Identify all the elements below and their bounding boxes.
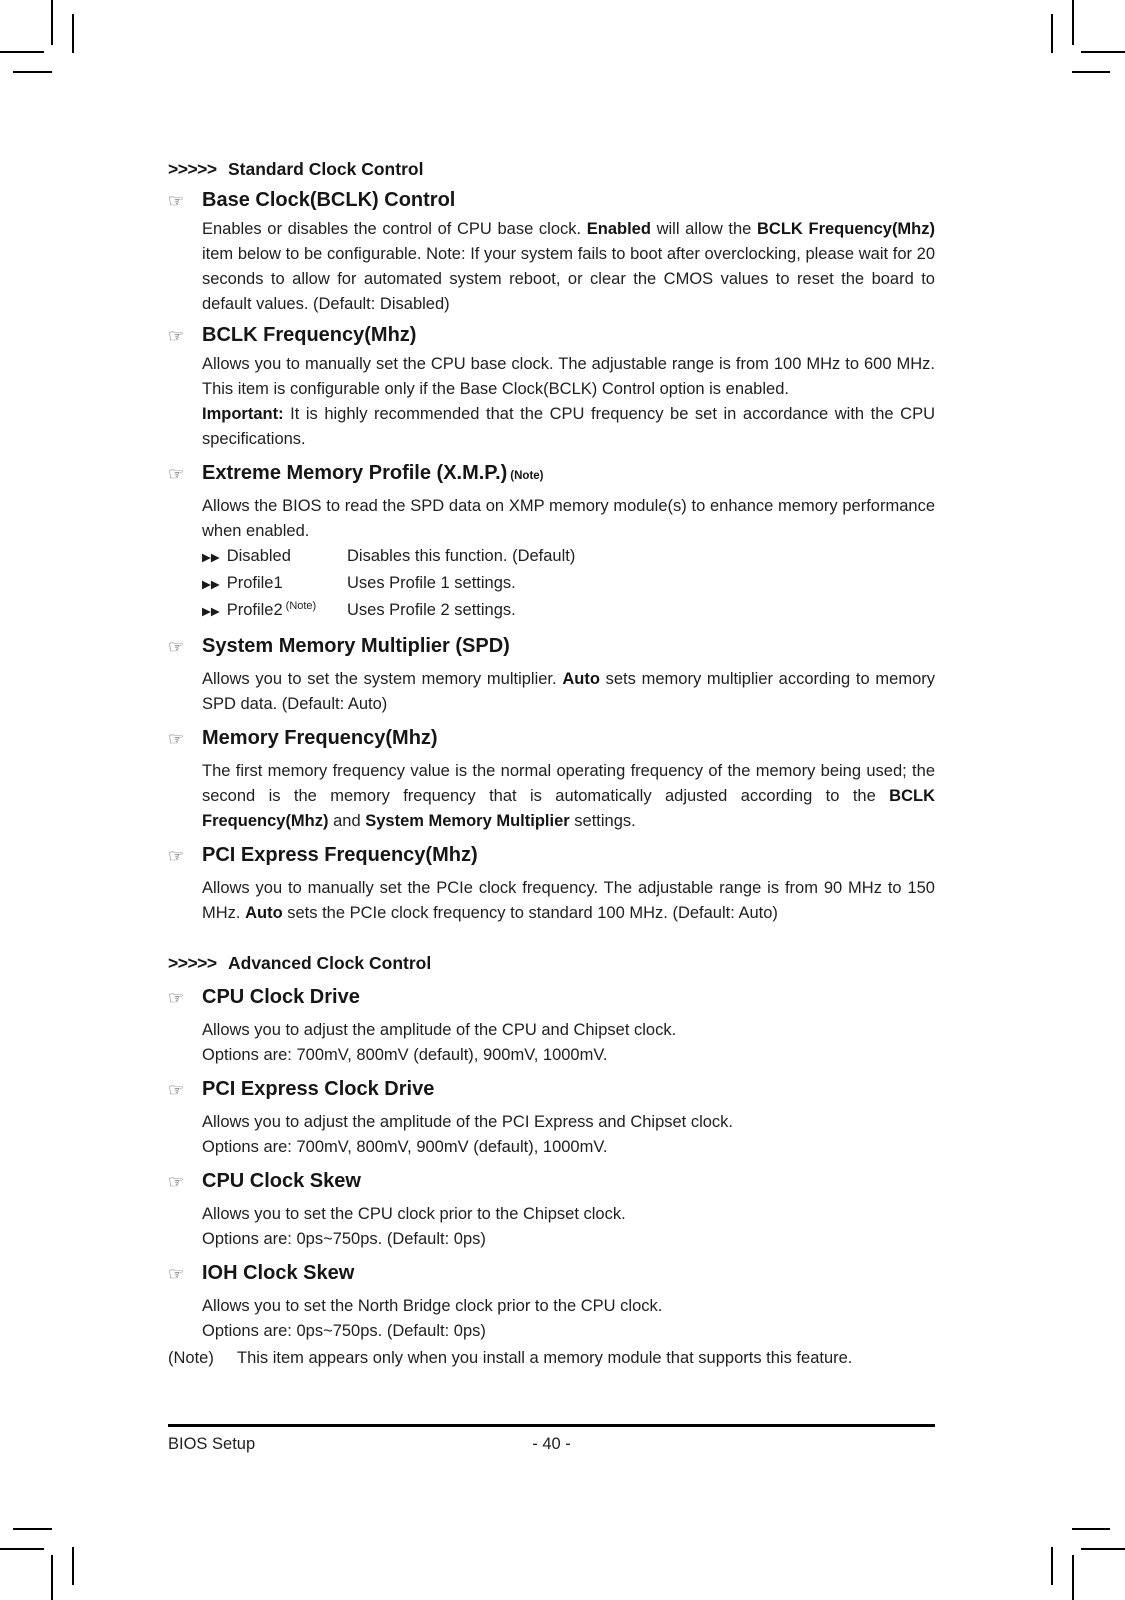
bold-text: BCLK Frequency(Mhz) <box>757 220 936 238</box>
pointing-hand-icon: ☞ <box>168 636 185 657</box>
item-description <box>202 352 935 402</box>
bold-text: Auto <box>245 904 283 922</box>
item-body <box>202 217 935 317</box>
text-run: Allows you to set the North Bridge clock prior to the CPU clock. <box>202 1297 663 1315</box>
text-run: sets memory multiplier according to memory SPD data. (Default: Auto) <box>202 670 936 713</box>
item-description <box>202 667 935 717</box>
item-description <box>202 1227 935 1252</box>
item-body <box>202 352 935 452</box>
bold-text: BCLK Frequency(Mhz) <box>202 787 935 830</box>
item-body <box>202 1202 935 1252</box>
crop-mark <box>1072 0 1074 45</box>
setting-item <box>168 726 935 834</box>
bold-text: Auto <box>562 670 600 688</box>
text-run: Allows you to set the CPU clock prior to the Chipset clock. <box>202 1205 626 1223</box>
text-run: Allows you to manually set the PCIe clock frequency. The adjustable range is from 90 MHz to 150 MHz. <box>202 879 935 922</box>
text-run: sets the PCIe clock frequency to standard 100 MHz. (Default: Auto) <box>282 904 778 922</box>
text-run: will allow the <box>650 220 758 238</box>
item-title <box>168 1169 935 1194</box>
item-description <box>202 759 935 834</box>
page-number: - 40 - <box>532 1435 571 1453</box>
crop-mark <box>72 14 74 53</box>
setting-item <box>168 188 935 317</box>
option-description: Uses Profile 1 settings. <box>347 574 516 592</box>
item-body <box>202 876 935 926</box>
text-run: The first memory frequency value is the normal operating frequency of the memory being used; the second is the memory frequency that is automatically adjusted according to the <box>202 762 935 805</box>
pointing-hand-icon: ☞ <box>168 325 185 346</box>
item-title-text: CPU Clock Drive <box>202 986 360 1008</box>
item-description <box>202 1018 935 1043</box>
bold-text: System Memory Multiplier <box>365 812 570 830</box>
text-run: Allows you to set the system memory multiplier. <box>202 670 563 688</box>
item-title-text: IOH Clock Skew <box>202 1262 355 1284</box>
setting-item <box>168 985 935 1068</box>
item-description <box>202 494 935 544</box>
setting-item <box>168 323 935 452</box>
item-title-text: PCI Express Clock Drive <box>202 1078 435 1100</box>
option-label <box>202 571 347 598</box>
chevrons-icon: >>>>> <box>168 159 217 179</box>
item-description <box>202 1110 935 1135</box>
text-run: Options are: 0ps~750ps. (Default: 0ps) <box>202 1230 486 1248</box>
option-description: Uses Profile 2 settings. <box>347 601 516 619</box>
pointing-hand-icon: ☞ <box>168 190 185 211</box>
item-description <box>202 1202 935 1227</box>
crop-mark <box>0 1548 44 1550</box>
double-arrow-icon: ▶▶ <box>202 579 220 591</box>
crop-mark <box>51 1555 53 1600</box>
item-body <box>202 1294 935 1344</box>
item-title <box>168 985 935 1010</box>
section-title: Standard Clock Control <box>228 159 424 179</box>
setting-item <box>168 1077 935 1160</box>
text-run: and <box>328 812 366 830</box>
option-label <box>202 544 347 571</box>
item-title-text: Extreme Memory Profile (X.M.P.) <box>202 462 508 484</box>
option-row <box>202 544 935 571</box>
option-name: Disabled <box>226 547 291 565</box>
chevrons-icon: >>>>> <box>168 953 217 973</box>
content <box>168 157 935 1344</box>
item-description <box>202 402 935 452</box>
crop-mark <box>1072 71 1110 73</box>
text-run: Options are: 700mV, 800mV (default), 900mV, 1000mV. <box>202 1046 608 1064</box>
item-title-text: BCLK Frequency(Mhz) <box>202 324 417 346</box>
double-arrow-icon: ▶▶ <box>202 606 220 618</box>
crop-mark <box>72 1547 74 1585</box>
text-run: item below to be configurable. Note: If your system fails to boot after overclocking, please wait for 20 seconds to allow for automated system reboot, or clear the CMOS values to reset the board to default values. (Default: Disabled) <box>202 245 935 313</box>
item-title-text: Memory Frequency(Mhz) <box>202 727 438 749</box>
item-title-text: System Memory Multiplier (SPD) <box>202 635 510 657</box>
crop-mark <box>0 51 44 53</box>
item-description <box>202 1319 935 1344</box>
footnote-text: This item appears only when you install a memory module that supports this feature. <box>237 1349 853 1367</box>
setting-item <box>168 461 935 625</box>
section-header <box>168 951 935 976</box>
double-arrow-icon: ▶▶ <box>202 552 220 564</box>
crop-mark <box>1051 14 1053 53</box>
pointing-hand-icon: ☞ <box>168 728 185 749</box>
footnote <box>168 1346 935 1371</box>
crop-mark <box>1051 1547 1053 1585</box>
item-description <box>202 1294 935 1319</box>
crop-mark <box>1072 1528 1110 1530</box>
footer-rule <box>168 1424 935 1427</box>
bold-text: Enabled <box>586 220 651 238</box>
pointing-hand-icon: ☞ <box>168 1263 185 1284</box>
setting-item <box>168 843 935 926</box>
text-run: Options are: 0ps~750ps. (Default: 0ps) <box>202 1322 486 1340</box>
crop-mark <box>1081 51 1125 53</box>
item-title <box>168 634 935 659</box>
item-title <box>168 843 935 868</box>
item-title <box>168 323 935 348</box>
pointing-hand-icon: ☞ <box>168 463 185 484</box>
item-body <box>202 494 935 625</box>
bold-text: Important: <box>202 405 284 423</box>
crop-mark <box>1072 1555 1074 1600</box>
item-description <box>202 1135 935 1160</box>
pointing-hand-icon: ☞ <box>168 1079 185 1100</box>
options-list <box>202 544 935 625</box>
pointing-hand-icon: ☞ <box>168 1171 185 1192</box>
text-run: It is highly recommended that the CPU frequency be set in accordance with the CPU specifications. <box>202 405 935 448</box>
item-title <box>168 1261 935 1286</box>
text-run: Allows you to adjust the amplitude of the PCI Express and Chipset clock. <box>202 1113 734 1131</box>
item-title: ☞ Extreme Memory Profile (X.M.P.) (Note) <box>168 462 544 484</box>
option-description: Disables this function. (Default) <box>347 547 576 565</box>
crop-mark <box>13 1528 52 1530</box>
crop-mark <box>1081 1548 1125 1550</box>
pointing-hand-icon: ☞ <box>168 987 185 1008</box>
footer-section-label: BIOS Setup <box>168 1435 256 1453</box>
item-body <box>202 1110 935 1160</box>
text-run: Allows the BIOS to read the SPD data on XMP memory module(s) to enhance memory performance when enabled. <box>202 497 935 540</box>
item-body <box>202 667 935 717</box>
footnote-label: (Note) <box>168 1349 214 1367</box>
section-title: Advanced Clock Control <box>228 953 432 973</box>
section-header <box>168 157 935 182</box>
item-description <box>202 876 935 926</box>
text-run: Options are: 700mV, 800mV, 900mV (default), 1000mV. <box>202 1138 608 1156</box>
item-title-text: PCI Express Frequency(Mhz) <box>202 844 478 866</box>
option-row <box>202 598 935 625</box>
setting-item <box>168 634 935 717</box>
setting-item <box>168 1261 935 1344</box>
option-name: Profile2 <box>226 601 283 619</box>
crop-mark <box>13 71 52 73</box>
item-title-text: Base Clock(BCLK) Control <box>202 189 456 211</box>
option-row <box>202 571 935 598</box>
pointing-hand-icon: ☞ <box>168 845 185 866</box>
item-title <box>168 1077 935 1102</box>
item-body <box>202 1018 935 1068</box>
text-run: Allows you to adjust the amplitude of the CPU and Chipset clock. <box>202 1021 677 1039</box>
text-run: settings. <box>569 812 636 830</box>
crop-mark <box>51 0 53 45</box>
text-run: Allows you to manually set the CPU base clock. The adjustable range is from 100 MHz to 600 MHz. This item is configurable only if the Base Clock(BCLK) Control option is enabled. <box>202 355 935 398</box>
item-description <box>202 1043 935 1068</box>
item-title <box>168 188 935 213</box>
option-name: Profile1 <box>226 574 283 592</box>
text-run: Enables or disables the control of CPU base clock. <box>202 220 587 238</box>
option-label <box>202 598 347 625</box>
item-description <box>202 217 935 317</box>
item-body <box>202 759 935 834</box>
note-superscript: (Note) <box>285 599 317 612</box>
item-title <box>168 726 935 751</box>
item-title-text: CPU Clock Skew <box>202 1170 361 1192</box>
page-footer <box>168 1432 935 1456</box>
setting-item <box>168 1169 935 1252</box>
